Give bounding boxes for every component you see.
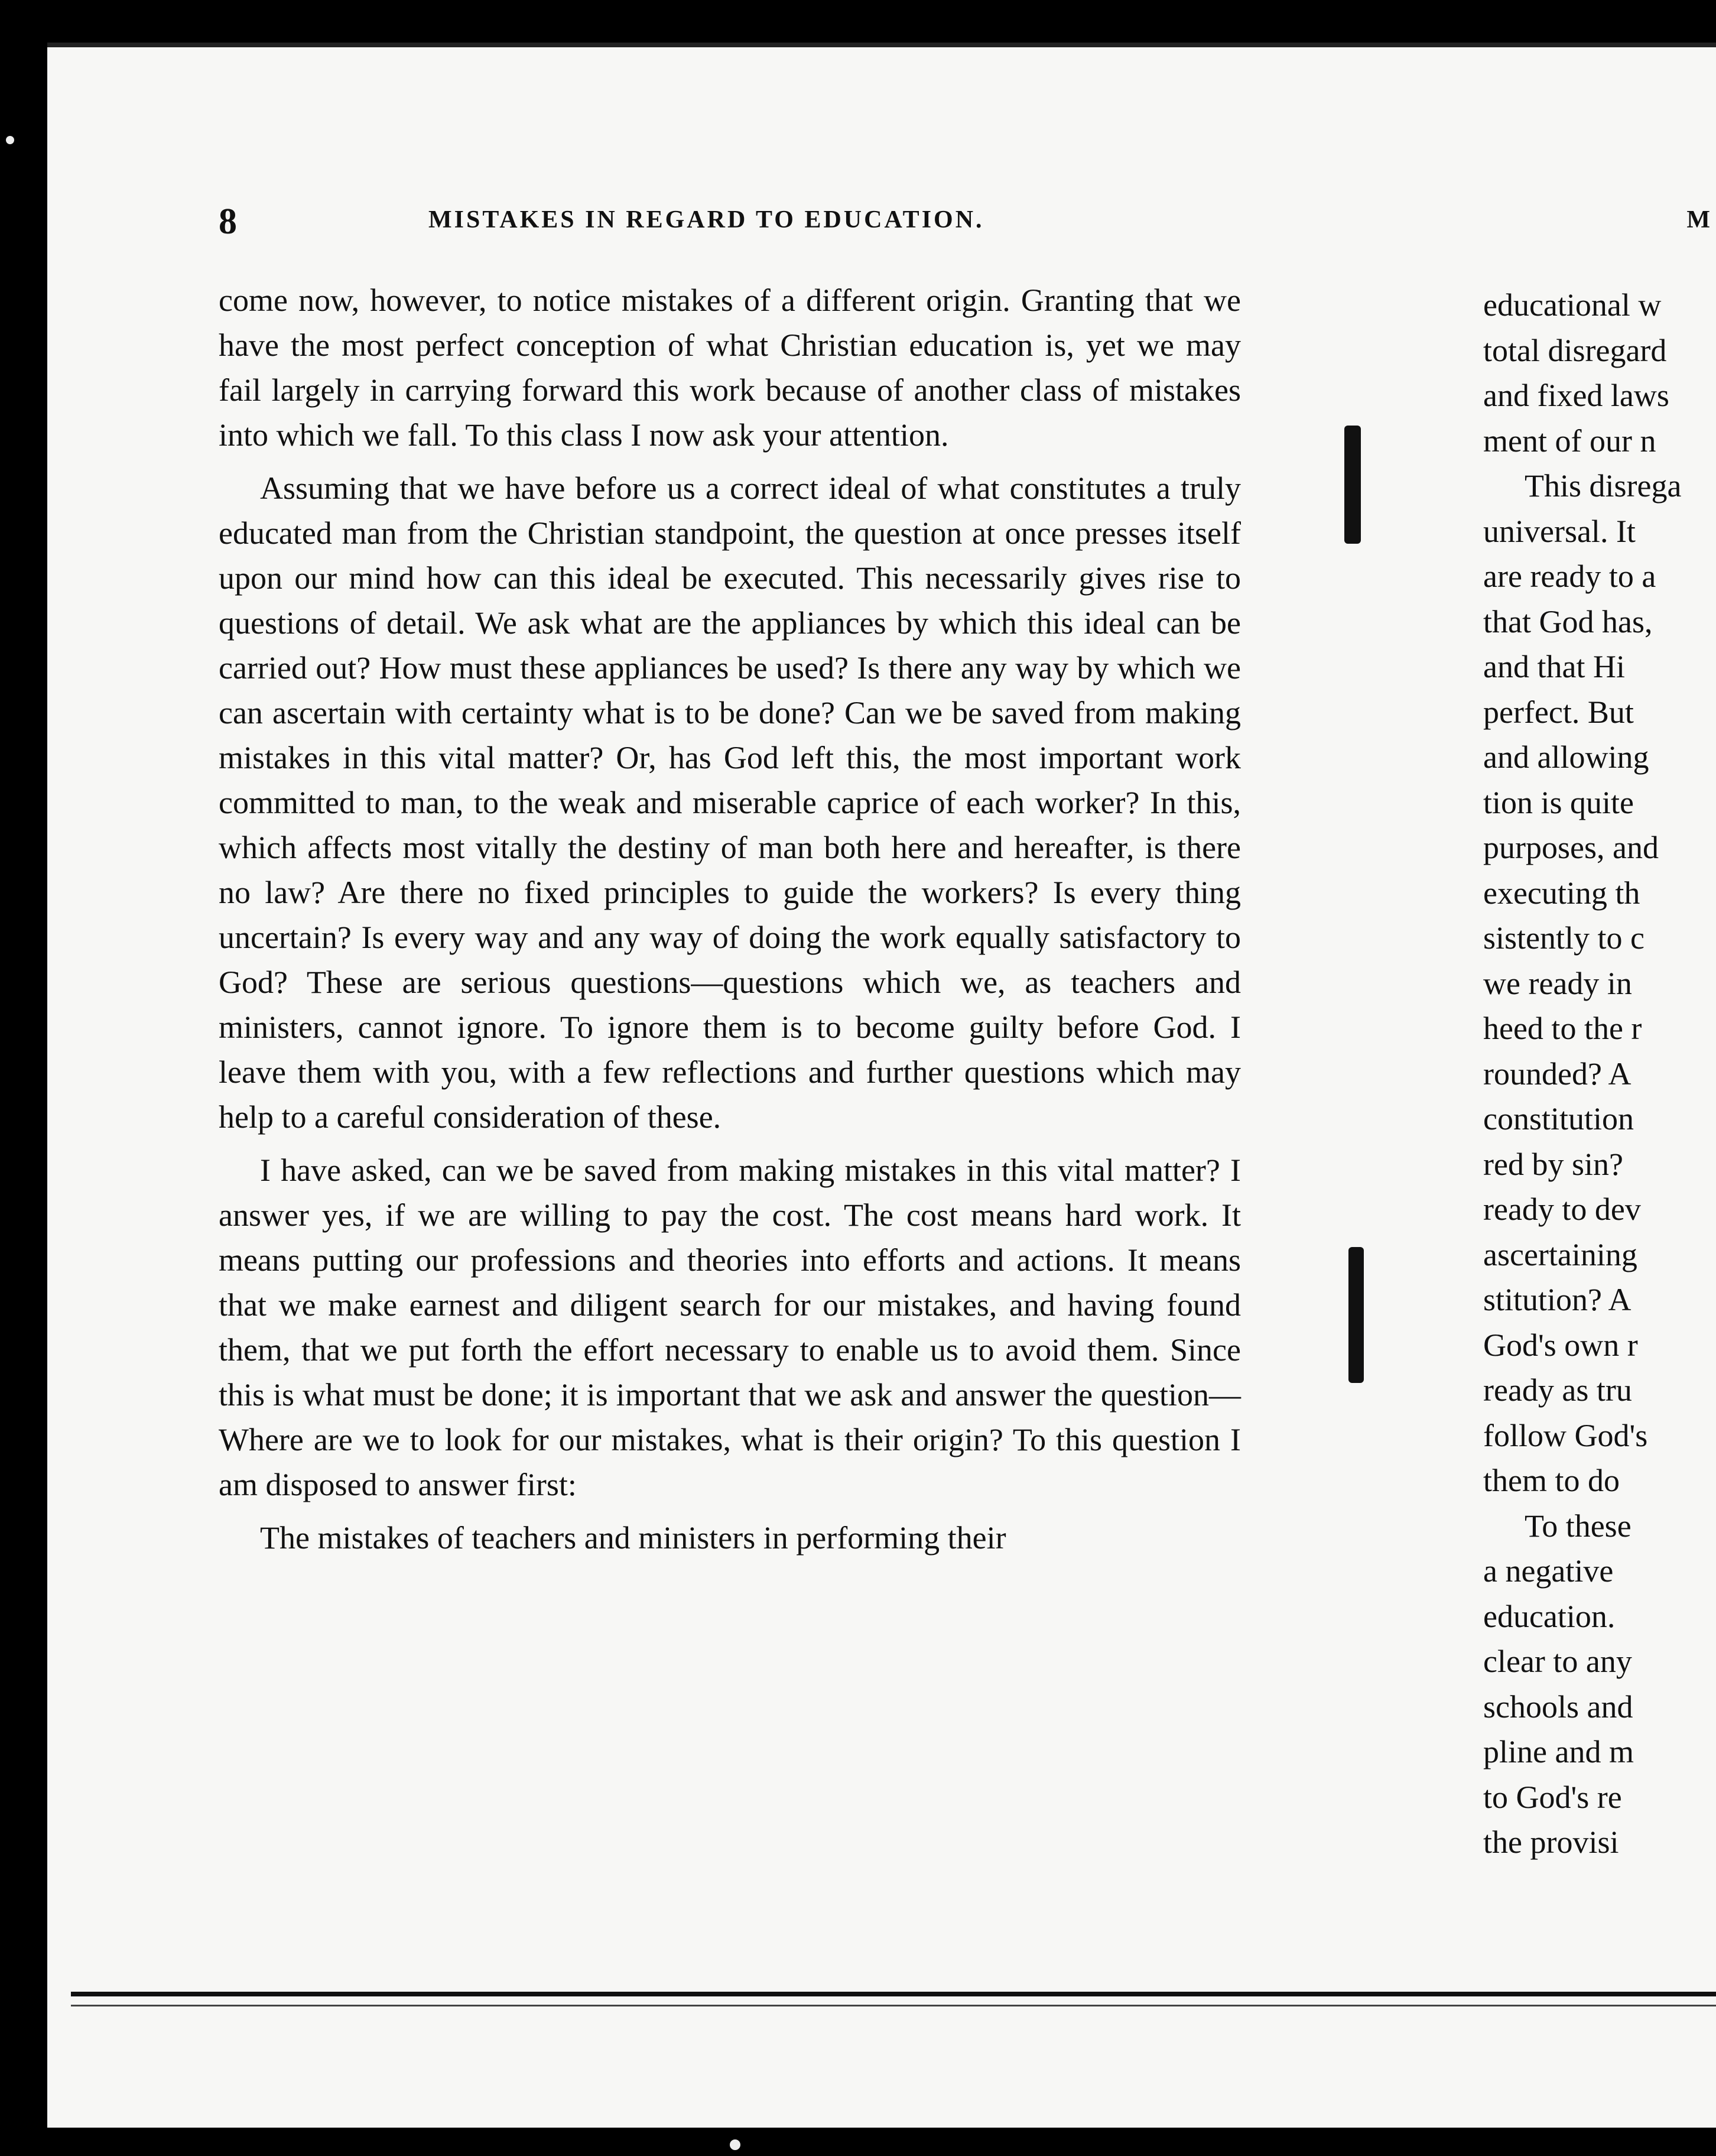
text-line: a negative <box>1483 1553 1614 1589</box>
text-line: heed to the r <box>1483 1011 1642 1046</box>
right-page <box>1483 201 1716 1865</box>
text-line: perfect. But <box>1483 694 1634 730</box>
text-line: constitution <box>1483 1101 1634 1137</box>
text-line: educational w <box>1483 287 1662 323</box>
scan-bottom-rule <box>71 1992 1716 1996</box>
text-line: ready to dev <box>1483 1191 1641 1227</box>
text-line: pline and m <box>1483 1734 1634 1769</box>
running-head-title: MISTAKES IN REGARD TO EDUCATION. <box>428 206 984 233</box>
text-line: the provisi <box>1483 1824 1619 1860</box>
text-line: follow God's <box>1483 1417 1648 1453</box>
text-line: stitution? A <box>1483 1282 1632 1317</box>
gutter-binding-mark <box>1348 1247 1364 1383</box>
text-line: schools and <box>1483 1689 1633 1725</box>
text-line: we ready in <box>1483 965 1632 1001</box>
text-line: ment of our n <box>1483 423 1656 459</box>
running-head <box>219 201 1241 254</box>
page-number: 8 <box>219 202 237 242</box>
text-line: to God's re <box>1483 1779 1622 1815</box>
text-line: rounded? A <box>1483 1056 1632 1092</box>
text-line: executing th <box>1483 875 1640 911</box>
text-line: tion is quite <box>1483 784 1634 820</box>
paragraph: The mistakes of teachers and ministers in performing their <box>260 1520 1006 1556</box>
paragraph: come now, however, to notice mistakes of a different origin. Granting that we have the most perfect conception of what Christian education is, yet we may fail largely in carrying forward this work because of another class of mistakes into which we fall. To this class I now ask your attention. <box>219 283 1241 453</box>
text-line: ready as tru <box>1483 1372 1632 1408</box>
text-line: red by sin? <box>1483 1146 1623 1182</box>
scan-speck <box>730 2139 740 2150</box>
paragraph: Assuming that we have before us a correct ideal of what constitutes a truly educated man from the Christian standpoint, the question at once presses itself upon our mind how can this ideal be executed. This necessarily gives rise to questions of detail. We ask what are the appliances by which this ideal can be carried out? How must these appliances be used? Is there any way by which we can ascertain with certainty what is to be done? Can we be saved from making mistakes in this vital matter? Or, has God left this, the most important work committed to man, to the weak and miserable caprice of each worker? In this, which affects most vitally the destiny of man both here and hereafter, is there no law? Are there no fixed principles to guide the workers? Is every thing uncertain? Is every way and any way of doing the work equally satisfactory to God? These are serious questions—questions which we, as teachers and ministers, cannot ignore. To ignore them is to become guilty before God. I leave them with you, with a few reflections and further questions which may help to a careful consideration of these. <box>219 470 1241 1135</box>
text-line: and allowing <box>1483 739 1649 775</box>
text-line: To these <box>1525 1508 1632 1544</box>
text-line: are ready to a <box>1483 559 1656 594</box>
paragraph: I have asked, can we be saved from making mistakes in this vital matter? I answer yes, if we are willing to pay the cost. The cost means hard work. It means putting our professions and theories into efforts and actions. It means that we make earnest and diligent search for our mistakes, and having found them, that we put forth the effort necessary to enable us to avoid them. Since this is what must be done; it is important that we ask and answer the question—Where are we to look for our mistakes, what is their origin? To this question I am disposed to answer first: <box>219 1152 1241 1502</box>
gutter-binding-mark <box>1344 426 1361 544</box>
right-body-text <box>1483 283 1716 1865</box>
text-line: universal. It <box>1483 513 1636 549</box>
right-running-head: M <box>1686 206 1710 233</box>
text-line: that God has, <box>1483 603 1653 639</box>
text-line: and that Hi <box>1483 649 1625 684</box>
text-line: This disrega <box>1525 468 1682 504</box>
scan-bottom-rule-thin <box>71 2005 1716 2006</box>
text-line: them to do <box>1483 1463 1620 1498</box>
text-line: total disregard <box>1483 332 1667 368</box>
text-line: purposes, and <box>1483 830 1659 865</box>
text-line: ascertaining <box>1483 1236 1637 1272</box>
left-page <box>219 201 1241 1569</box>
body-text <box>219 278 1241 1560</box>
scan-speck <box>6 136 14 144</box>
text-line: clear to any <box>1483 1644 1632 1679</box>
text-line: education. <box>1483 1598 1616 1634</box>
text-line: and fixed laws <box>1483 378 1669 413</box>
text-line: God's own r <box>1483 1327 1638 1363</box>
text-line: sistently to c <box>1483 920 1644 956</box>
